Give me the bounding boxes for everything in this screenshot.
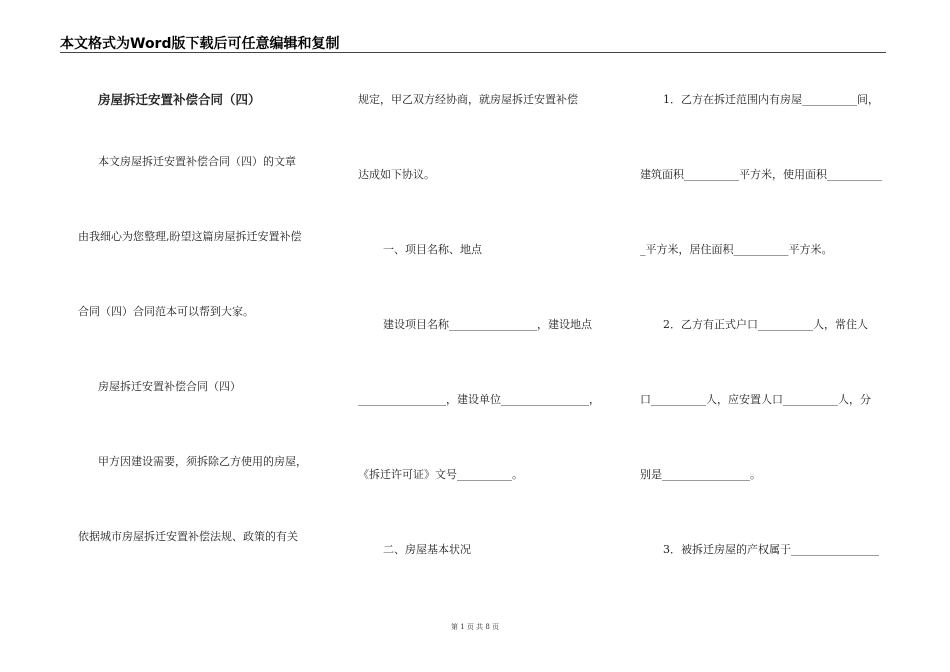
paragraph-line: _平方米，居住面积__________平方米。: [640, 243, 833, 256]
paragraph-line: 本文房屋拆迁安置补偿合同（四）的文章: [98, 155, 296, 168]
paragraph-line: 别是________________。: [640, 468, 761, 481]
header-divider: [60, 52, 886, 53]
paragraph-line: 规定，甲乙双方经协商，就房屋拆迁安置补偿: [358, 93, 578, 106]
paragraph-line: 口__________人，应安置人口__________人，分: [640, 393, 871, 406]
document-header-title: 本文格式为Word版下载后可任意编辑和复制: [60, 36, 340, 52]
paragraph-line: 房屋拆迁安置补偿合同（四）: [98, 380, 241, 393]
paragraph-line: 2．乙方有正式户口__________人，常住人: [663, 318, 868, 331]
paragraph-line: 由我细心为您整理,盼望这篇房屋拆迁安置补偿: [78, 230, 302, 243]
paragraph-line: 建设项目名称________________，建设地点: [383, 318, 592, 331]
paragraph-line: 建筑面积__________平方米，使用面积__________: [640, 168, 882, 181]
paragraph-line: 达成如下协议。: [358, 168, 435, 181]
paragraph-line: 合同（四）合同范本可以帮到大家。: [78, 305, 254, 318]
paragraph-line: 3．被拆迁房屋的产权属于________________: [663, 543, 879, 556]
paragraph-line: 1．乙方在拆迁范围内有房屋__________间，: [663, 93, 879, 106]
section-heading: 一、项目名称、地点: [383, 243, 482, 256]
section-heading: 二、房屋基本状况: [383, 543, 471, 556]
paragraph-line: 《拆迁许可证》文号__________。: [358, 468, 523, 481]
page-number: 第 1 页 共 8 页: [450, 623, 500, 631]
paragraph-line: 依据城市房屋拆迁安置补偿法规、政策的有关: [78, 530, 298, 543]
paragraph-line: 甲方因建设需要，须拆除乙方使用的房屋，: [98, 455, 307, 468]
document-title: 房屋拆迁安置补偿合同（四）: [98, 92, 261, 107]
paragraph-line: ________________，建设单位________________，: [358, 393, 600, 406]
